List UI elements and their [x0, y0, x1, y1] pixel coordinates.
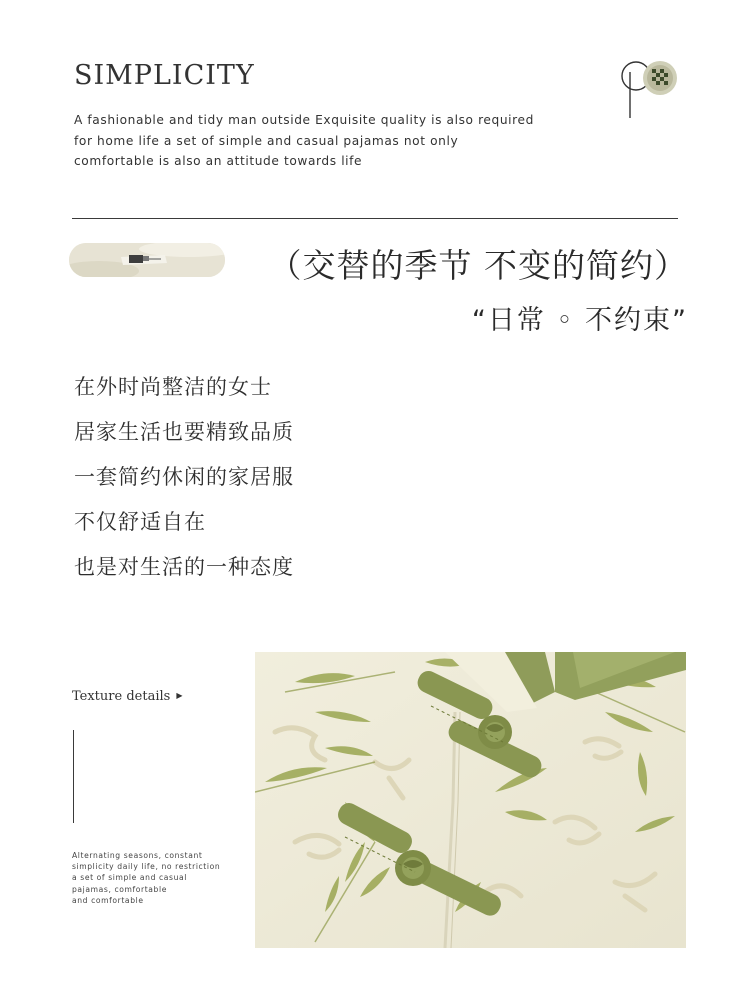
poem-block — [74, 365, 294, 590]
poem-line: 不仅舒适自在 — [74, 510, 206, 534]
caption-line: a set of simple and casual — [72, 873, 187, 883]
brand-title: SIMPLICITY — [74, 60, 255, 91]
poem-line: 也是对生活的一种态度 — [74, 555, 294, 579]
fabric-closeup-photo — [255, 652, 686, 948]
caption-line: pajamas, comfortable — [72, 884, 167, 894]
feature-headline: （交替的季节 不变的简约） — [268, 246, 688, 285]
circle-badge-checker-logo — [618, 58, 682, 122]
intro-line: comfortable is also an attitude towards life — [74, 154, 363, 168]
poem-line: 一套简约休闲的家居服 — [74, 465, 294, 489]
vertical-rule — [73, 730, 74, 823]
fabric-thumbnail-pill — [69, 243, 225, 277]
caption-line: simplicity daily life, no restriction — [72, 862, 221, 872]
caption-line: Alternating seasons, constant — [72, 851, 203, 860]
caption-line: and comfortable — [72, 895, 144, 905]
texture-caption — [72, 850, 237, 906]
feature-subheadline: “日常 ◦ 不约束” — [471, 305, 688, 336]
poem-line: 在外时尚整洁的女士 — [74, 375, 272, 399]
intro-line: A fashionable and tidy man outside Exquisite quality is also required — [74, 113, 534, 127]
poem-line: 居家生活也要精致品质 — [74, 420, 294, 444]
arrow-right-icon: ▶ — [176, 691, 183, 700]
texture-details-label — [72, 689, 182, 704]
section-divider — [72, 218, 678, 219]
intro-text — [74, 110, 594, 172]
texture-details-text: Texture details — [72, 689, 171, 704]
intro-line: for home life a set of simple and casual pajamas not only — [74, 133, 459, 148]
